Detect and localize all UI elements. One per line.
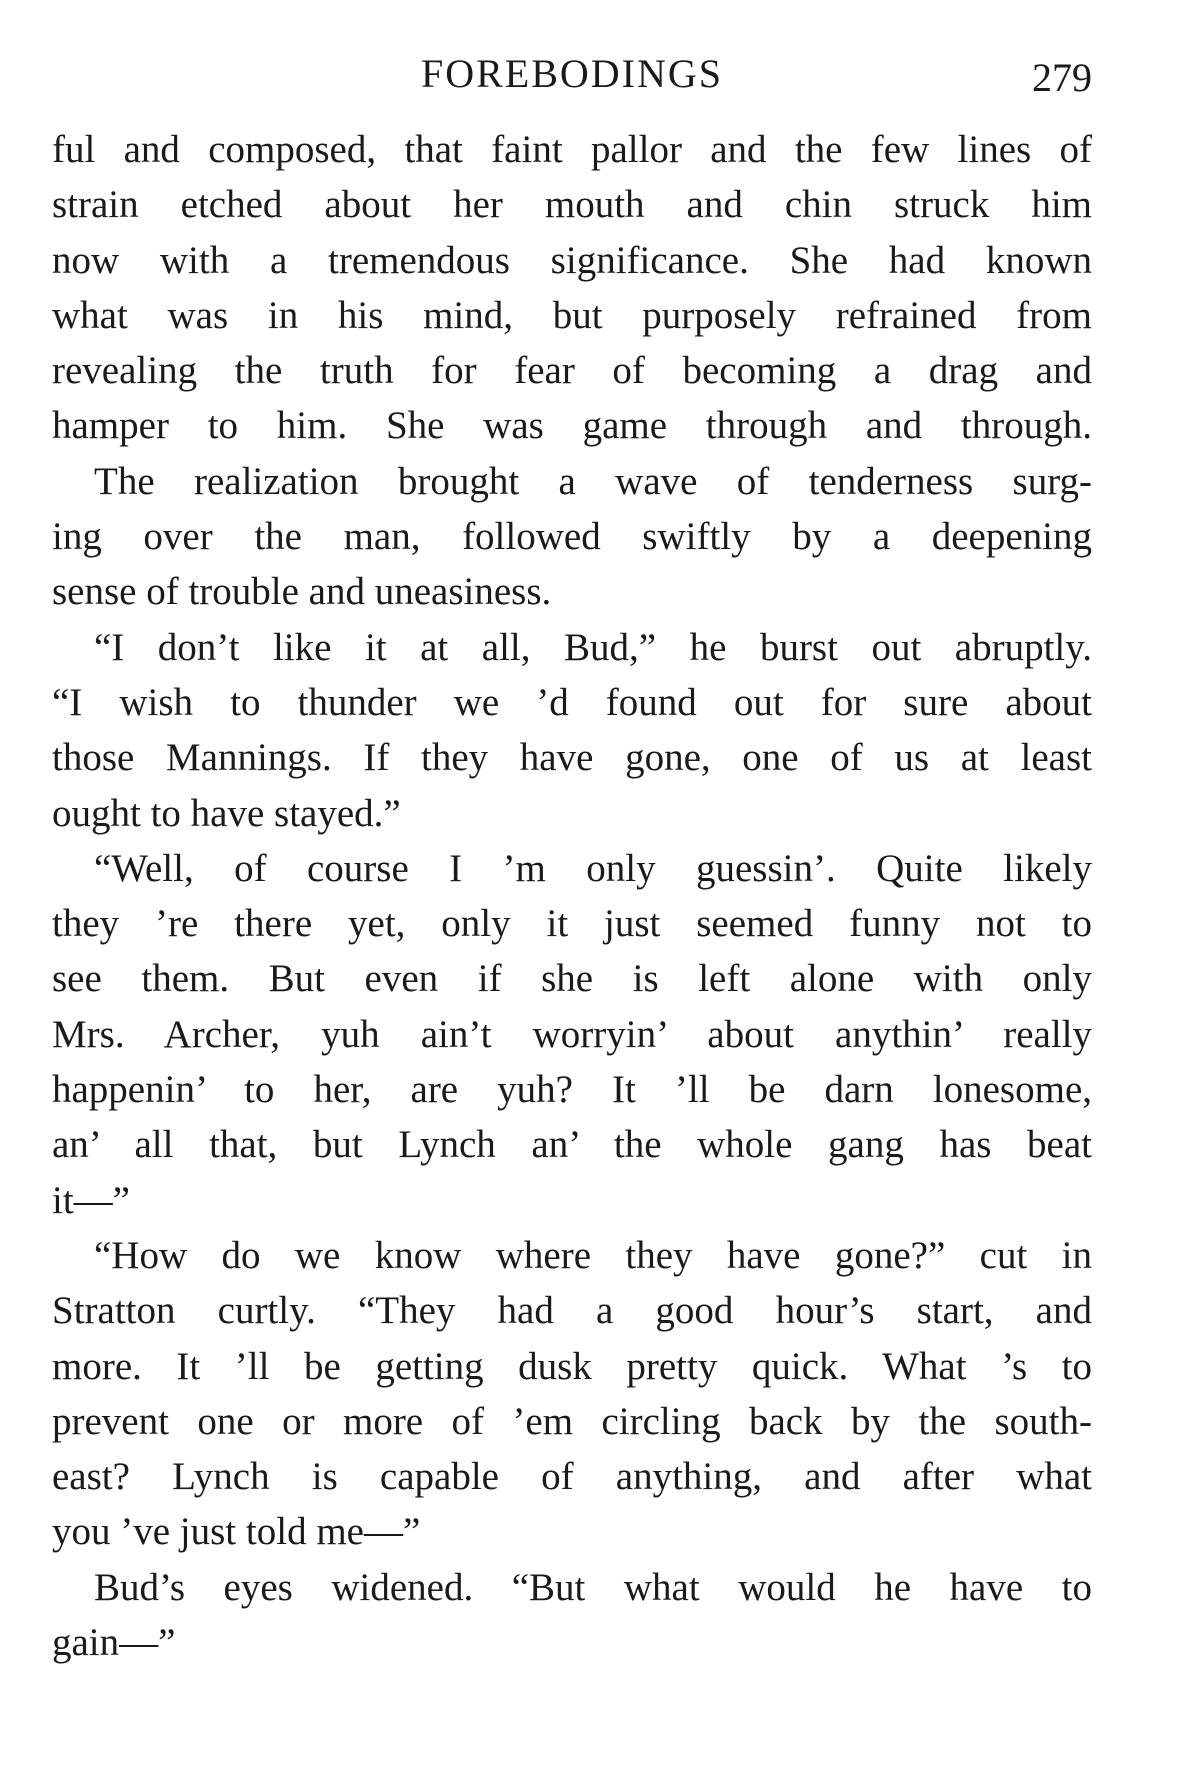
chapter-title: FOREBODINGS (420, 51, 724, 96)
body-text (52, 122, 1092, 1670)
text-line: they ’re there yet, only it just seemed funny not to (52, 902, 1092, 946)
text-line: now with a tremendous significance. She had known (52, 238, 1092, 282)
text-line: Bud’s eyes widened. “But what would he have to (94, 1565, 1092, 1609)
text-line: east? Lynch is capable of anything, and after what (52, 1455, 1092, 1499)
text-line: ful and composed, that faint pallor and the few lines of (52, 128, 1092, 171)
text-line: Mrs. Archer, yuh ain’t worryin’ about anythin’ really (52, 1012, 1092, 1056)
text-line: hamper to him. She was game through and through. (52, 404, 1092, 448)
text-line: sense of trouble and uneasiness. (52, 570, 552, 614)
text-line: more. It ’ll be getting dusk pretty quick. What ’s to (52, 1344, 1092, 1388)
text-line: what was in his mind, but purposely refrained from (52, 293, 1092, 337)
text-line: strain etched about her mouth and chin struck him (52, 183, 1092, 227)
text-line: ing over the man, followed swiftly by a deepening (52, 515, 1092, 559)
text-line: “How do we know where they have gone?” cut in (94, 1233, 1092, 1277)
text-line: it—” (52, 1178, 130, 1222)
text-line: an’ all that, but Lynch an’ the whole gang has beat (52, 1123, 1092, 1167)
text-line: happenin’ to her, are yuh? It ’ll be darn lonesome, (52, 1068, 1092, 1112)
text-line: revealing the truth for fear of becoming a drag and (52, 349, 1092, 393)
text-line: gain—” (52, 1621, 176, 1665)
text-line: Stratton curtly. “They had a good hour’s start, and (52, 1289, 1092, 1333)
text-line: you ’ve just told me—” (52, 1510, 421, 1554)
text-line: “I wish to thunder we ’d found out for sure about (52, 680, 1092, 724)
page-number: 279 (1032, 55, 1092, 100)
text-line: The realization brought a wave of tenderness surg- (94, 459, 1092, 503)
text-line: “I don’t like it at all, Bud,” he burst out abruptly. (94, 625, 1092, 669)
text-line: see them. But even if she is left alone with only (52, 957, 1092, 1001)
text-line: prevent one or more of ’em circling back by the south- (52, 1399, 1092, 1443)
text-line: “Well, of course I ’m only guessin’. Quite likely (94, 846, 1092, 890)
text-line: ought to have stayed.” (52, 791, 401, 835)
running-head (52, 44, 1092, 104)
text-line: those Mannings. If they have gone, one of us at least (52, 736, 1092, 780)
